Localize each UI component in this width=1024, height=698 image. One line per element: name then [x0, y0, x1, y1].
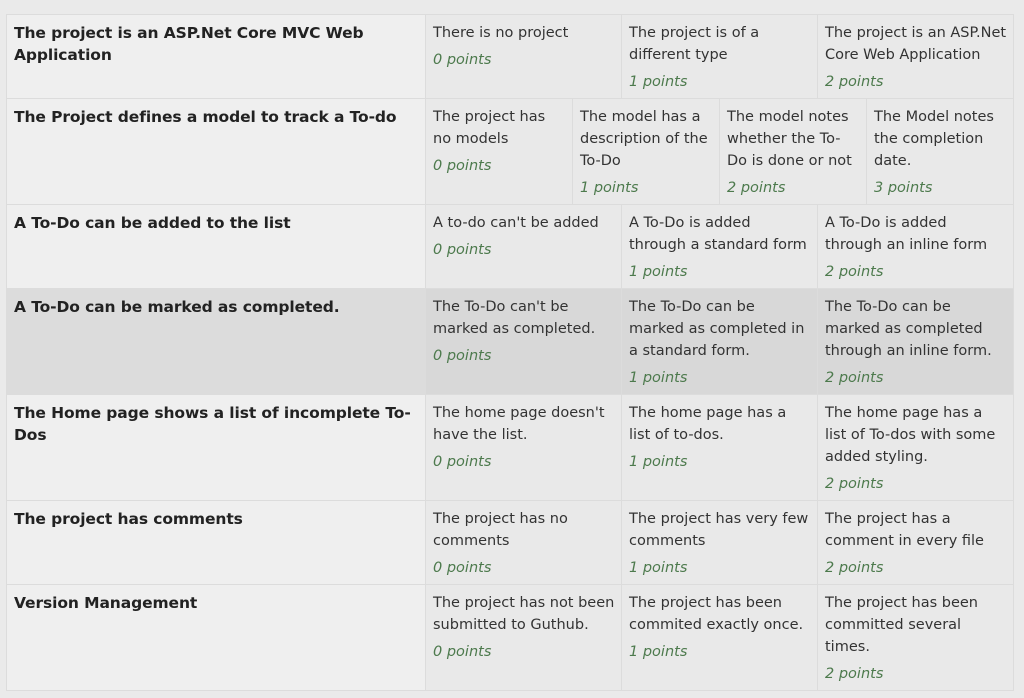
- rating-cell[interactable]: [622, 585, 818, 690]
- rating-cell[interactable]: [818, 15, 1014, 98]
- rating-cell[interactable]: [622, 289, 818, 394]
- rating-description: The project has no comments: [433, 511, 568, 549]
- rating-description: The project has been committed several times.: [825, 595, 978, 655]
- rating-description: The project has not been submitted to Guthub.: [433, 595, 615, 633]
- ratings-group: [426, 585, 1014, 690]
- rating-points: 1 points: [629, 644, 688, 660]
- rating-points: 2 points: [825, 74, 884, 90]
- rating-points: 2 points: [825, 666, 884, 682]
- rating-description: The home page doesn't have the list.: [433, 405, 605, 443]
- criterion-label: Version Management: [7, 585, 426, 690]
- rating-cell[interactable]: [818, 289, 1014, 394]
- rating-cell[interactable]: [426, 585, 622, 690]
- rating-cell[interactable]: [867, 99, 1014, 204]
- rubric-row: [7, 395, 1014, 501]
- ratings-group: [426, 501, 1014, 584]
- rating-cell[interactable]: [426, 501, 622, 584]
- rating-points: 0 points: [433, 242, 492, 258]
- rating-description: The model notes whether the To-Do is done or not: [727, 109, 852, 169]
- rubric-row: [7, 99, 1014, 205]
- rating-cell[interactable]: [426, 15, 622, 98]
- rating-points: 1 points: [629, 370, 688, 386]
- rating-description: The model has a description of the To-Do: [580, 109, 708, 169]
- rating-points: 3 points: [874, 180, 933, 196]
- rubric-row: [7, 205, 1014, 289]
- rating-cell[interactable]: [426, 205, 622, 288]
- rating-description: The project is an ASP.Net Core Web Application: [825, 25, 1007, 63]
- ratings-group: [426, 289, 1014, 394]
- rating-description: The To-Do can't be marked as completed.: [433, 299, 596, 337]
- criterion-label: The Home page shows a list of incomplete To-Dos: [7, 395, 426, 500]
- rubric-table: [6, 14, 1014, 691]
- rating-points: 0 points: [433, 454, 492, 470]
- ratings-group: [426, 15, 1014, 98]
- rating-cell[interactable]: [622, 15, 818, 98]
- rating-points: 0 points: [433, 158, 492, 174]
- rating-points: 2 points: [727, 180, 786, 196]
- rating-cell[interactable]: [720, 99, 867, 204]
- rating-description: The To-Do can be marked as completed through an inline form.: [825, 299, 992, 359]
- rating-points: 2 points: [825, 476, 884, 492]
- rating-cell[interactable]: [426, 289, 622, 394]
- rating-cell[interactable]: [818, 205, 1014, 288]
- rating-description: The Model notes the completion date.: [874, 109, 994, 169]
- rating-description: The project has a comment in every file: [825, 511, 984, 549]
- rating-cell[interactable]: [622, 205, 818, 288]
- rating-description: There is no project: [433, 25, 569, 41]
- criterion-label: The project is an ASP.Net Core MVC Web Application: [7, 15, 426, 98]
- rating-description: A To-Do is added through an inline form: [825, 215, 988, 253]
- rating-cell[interactable]: [818, 585, 1014, 690]
- rating-cell[interactable]: [818, 395, 1014, 500]
- rating-cell[interactable]: [818, 501, 1014, 584]
- rating-description: The project has no models: [433, 109, 546, 147]
- rating-points: 1 points: [629, 560, 688, 576]
- rating-points: 2 points: [825, 264, 884, 280]
- rating-points: 2 points: [825, 370, 884, 386]
- rating-description: The project is of a different type: [629, 25, 760, 63]
- rating-points: 1 points: [629, 454, 688, 470]
- rating-points: 0 points: [433, 52, 492, 68]
- criterion-label: A To-Do can be added to the list: [7, 205, 426, 288]
- rubric-row: [7, 585, 1014, 691]
- rubric-row: [7, 15, 1014, 99]
- rating-points: 2 points: [825, 560, 884, 576]
- criterion-label: The Project defines a model to track a To-do: [7, 99, 426, 204]
- rating-description: A to-do can't be added: [433, 215, 599, 231]
- rating-points: 1 points: [629, 74, 688, 90]
- rubric-row: [7, 501, 1014, 585]
- rating-cell[interactable]: [622, 501, 818, 584]
- rating-cell[interactable]: [426, 395, 622, 500]
- criterion-label: The project has comments: [7, 501, 426, 584]
- rating-points: 0 points: [433, 560, 492, 576]
- rating-cell[interactable]: [622, 395, 818, 500]
- ratings-group: [426, 99, 1014, 204]
- rating-description: The To-Do can be marked as completed in a standard form.: [629, 299, 805, 359]
- rating-description: The home page has a list of to-dos.: [629, 405, 787, 443]
- ratings-group: [426, 395, 1014, 500]
- rating-description: A To-Do is added through a standard form: [629, 215, 807, 253]
- rating-description: The project has been commited exactly once.: [629, 595, 804, 633]
- rating-points: 0 points: [433, 644, 492, 660]
- rubric-row-highlighted: [7, 289, 1014, 395]
- criterion-label: A To-Do can be marked as completed.: [7, 289, 426, 394]
- rating-cell[interactable]: [573, 99, 720, 204]
- rating-points: 1 points: [580, 180, 639, 196]
- rating-points: 0 points: [433, 348, 492, 364]
- rating-description: The project has very few comments: [629, 511, 809, 549]
- rating-cell[interactable]: [426, 99, 573, 204]
- rating-points: 1 points: [629, 264, 688, 280]
- ratings-group: [426, 205, 1014, 288]
- rating-description: The home page has a list of To-dos with some added styling.: [825, 405, 996, 465]
